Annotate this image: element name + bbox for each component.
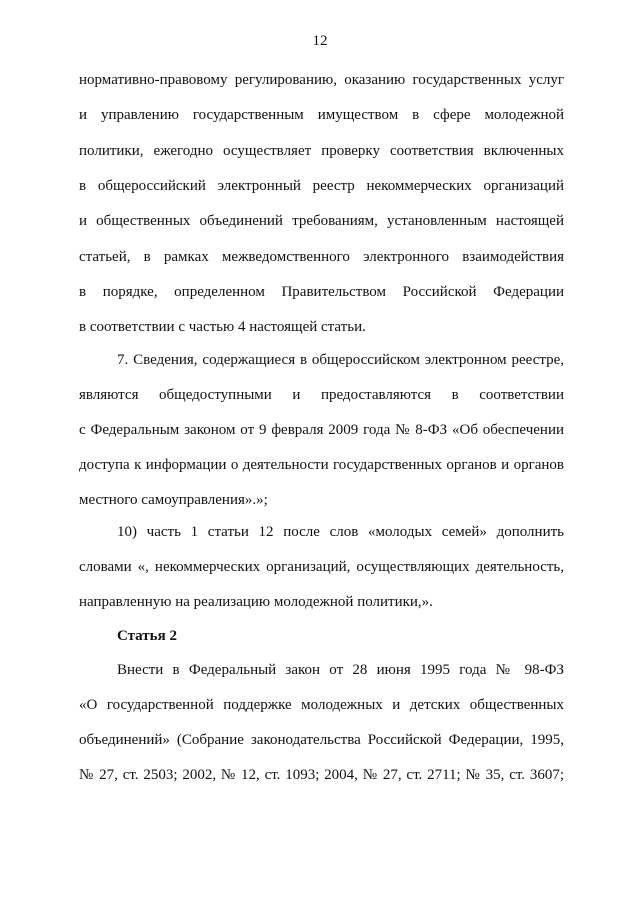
text-line: и управлению государственным имуществом в сфере молодежной [79, 107, 564, 123]
text-line: 7. Сведения, содержащиеся в общероссийском электронном реестре, [117, 352, 564, 368]
text-line: местного самоуправления».»; [79, 492, 268, 508]
article-heading: Статья 2 [117, 628, 177, 644]
text-line: направленную на реализацию молодежной политики,». [79, 594, 433, 610]
text-line: 10) часть 1 статьи 12 после слов «молодых семей» дополнить [117, 524, 564, 540]
text-line: словами «, некоммерческих организаций, осуществляющих деятельность, [79, 559, 564, 575]
page-number: 12 [312, 33, 328, 49]
text-line: с Федеральным законом от 9 февраля 2009 года № 8-ФЗ «Об обеспечении [79, 422, 564, 438]
text-line: в порядке, определенном Правительством Российской Федерации [79, 284, 564, 300]
text-line: нормативно-правовому регулированию, оказанию государственных услуг [79, 72, 564, 88]
text-line: доступа к информации о деятельности государственных органов и органов [79, 457, 564, 473]
text-line: и общественных объединений требованиям, установленным настоящей [79, 213, 564, 229]
text-line: политики, ежегодно осуществляет проверку соответствия включенных [79, 143, 564, 159]
text-line: № 27, ст. 2503; 2002, № 12, ст. 1093; 2004, № 27, ст. 2711; № 35, ст. 3607; [79, 767, 564, 783]
text-line: статьей, в рамках межведомственного электронного взаимодействия [79, 249, 564, 265]
text-line: в общероссийский электронный реестр некоммерческих организаций [79, 178, 564, 194]
text-line: Внести в Федеральный закон от 28 июня 1995 года № 98-ФЗ [117, 662, 564, 678]
text-line: в соответствии с частью 4 настоящей статьи. [79, 319, 366, 335]
text-line: «О государственной поддержке молодежных и детских общественных [79, 697, 564, 713]
text-line: объединений» (Собрание законодательства Российской Федерации, 1995, [79, 732, 564, 748]
text-line: являются общедоступными и предоставляются в соответствии [79, 387, 564, 403]
